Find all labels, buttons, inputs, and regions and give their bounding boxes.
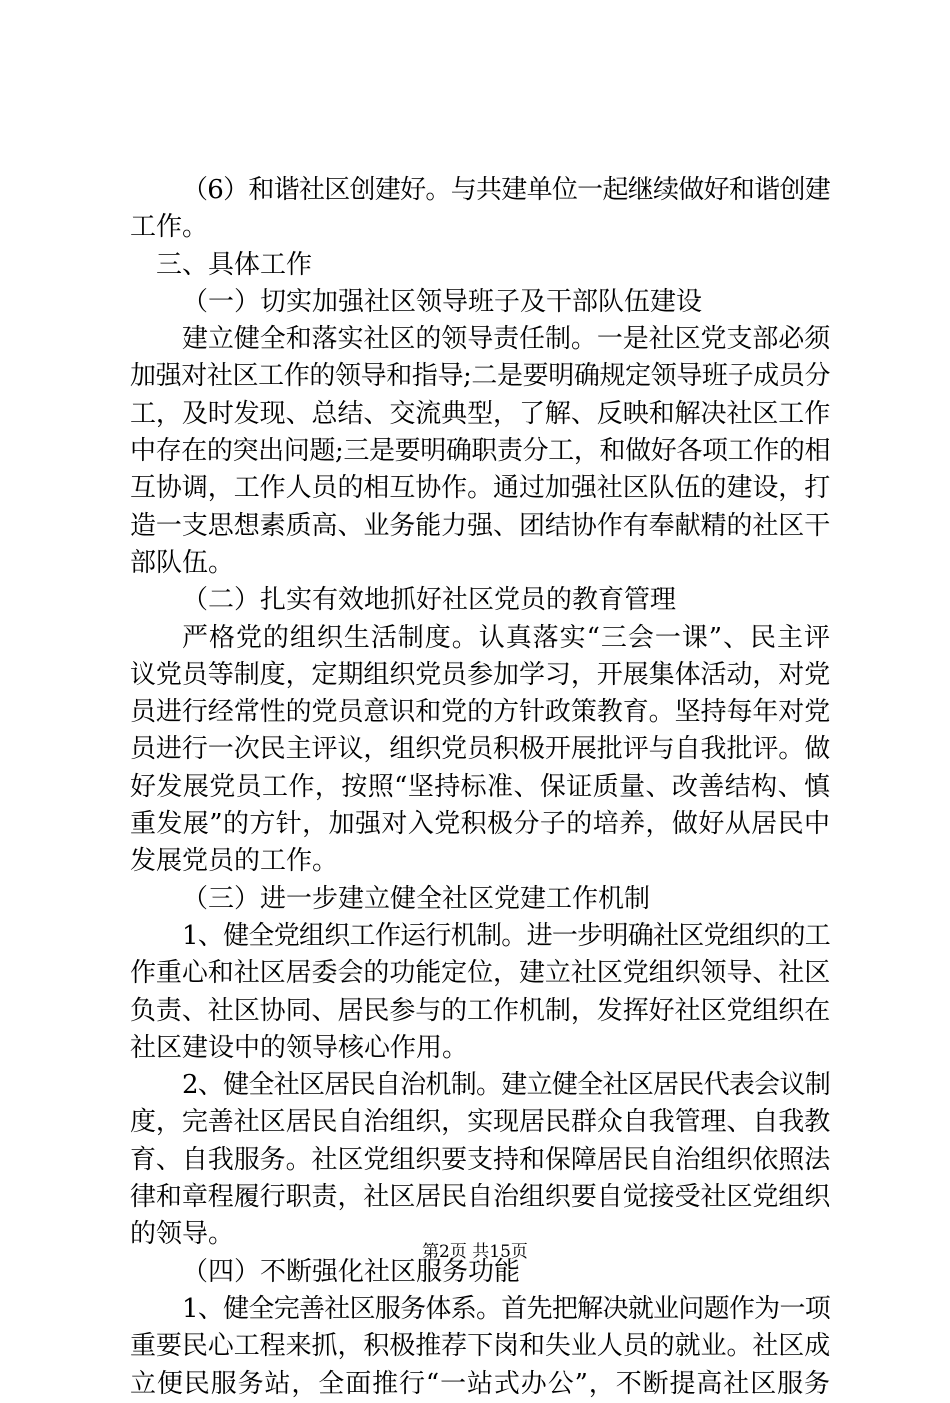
paragraph-line: 作重心和社区居委会的功能定位，建立社区党组织领导、社区: [130, 958, 830, 989]
paragraph-line: 重发展”的方针，加强对入党积极分子的培养，做好从居民中: [130, 809, 830, 840]
paragraph-line: 2、健全社区居民自治机制。建立健全社区居民代表会议制: [182, 1070, 830, 1101]
paragraph-line: 度，完善社区居民自治组织，实现居民群众自我管理、自我教: [130, 1107, 830, 1138]
paragraph-line: 严格党的组织生活制度。认真落实“三会一课”、民主评: [182, 622, 830, 653]
paragraph-line: 的领导。: [130, 1219, 235, 1250]
subsection-heading: （一）切实加强社区领导班子及干部队伍建设: [182, 286, 703, 317]
paragraph-line: 部队伍。: [130, 547, 235, 578]
section-heading: 三、具体工作: [156, 249, 313, 280]
paragraph-line: 立便民服务站，全面推行“一站式办公”，不断提高社区服务: [130, 1368, 830, 1399]
paragraph-line: 工作。: [130, 212, 209, 243]
paragraph-line: 建立健全和落实社区的领导责任制。一是社区党支部必须: [182, 324, 830, 355]
paragraph-line: 互协调，工作人员的相互协作。通过加强社区队伍的建设，打: [130, 473, 830, 504]
paragraph-line: 律和章程履行职责，社区居民自治组织要自觉接受社区党组织: [130, 1182, 830, 1213]
paragraph-line: 负责、社区协同、居民参与的工作机制，发挥好社区党组织在: [130, 995, 830, 1026]
subsection-heading: （四）不断强化社区服务功能: [182, 1256, 521, 1287]
paragraph-line: 1、健全党组织工作运行机制。进一步明确社区党组织的工: [182, 920, 830, 951]
paragraph-line: 工，及时发现、总结、交流典型，了解、反映和解决社区工作: [130, 398, 830, 429]
paragraph-line: 1、健全完善社区服务体系。首先把解决就业问题作为一项: [182, 1293, 830, 1324]
paragraph-line: 发展党员的工作。: [130, 846, 339, 877]
paragraph-line: 社区建设中的领导核心作用。: [130, 1032, 469, 1063]
paragraph-line: 中存在的突出问题;三是要明确职责分工，和做好各项工作的相: [130, 436, 830, 467]
subsection-heading: （二）扎实有效地抓好社区党员的教育管理: [182, 585, 677, 616]
paragraph-line: （6）和谐社区创建好。与共建单位一起继续做好和谐创建: [182, 175, 830, 205]
subsection-heading: （三）进一步建立健全社区党建工作机制: [182, 883, 651, 914]
paragraph-line: 议党员等制度，定期组织党员参加学习，开展集体活动，对党: [130, 659, 830, 690]
paragraph-line: 员进行一次民主评议，组织党员积极开展批评与自我批评。做: [130, 734, 830, 765]
paragraph-line: 好发展党员工作，按照“坚持标准、保证质量、改善结构、慎: [130, 771, 830, 802]
paragraph-line: 加强对社区工作的领导和指导;二是要明确规定领导班子成员分: [130, 361, 830, 392]
paragraph-line: 育、自我服务。社区党组织要支持和保障居民自治组织依照法: [130, 1144, 830, 1175]
paragraph-line: 造一支思想素质高、业务能力强、团结协作有奉献精的社区干: [130, 510, 830, 541]
document-body: [130, 172, 830, 1403]
page-number-footer: 第2页 共15页: [422, 1242, 528, 1262]
paragraph-line: 员进行经常性的党员意识和党的方针政策教育。坚持每年对党: [130, 697, 830, 728]
paragraph-line: 重要民心工程来抓，积极推荐下岗和失业人员的就业。社区成: [130, 1331, 830, 1362]
